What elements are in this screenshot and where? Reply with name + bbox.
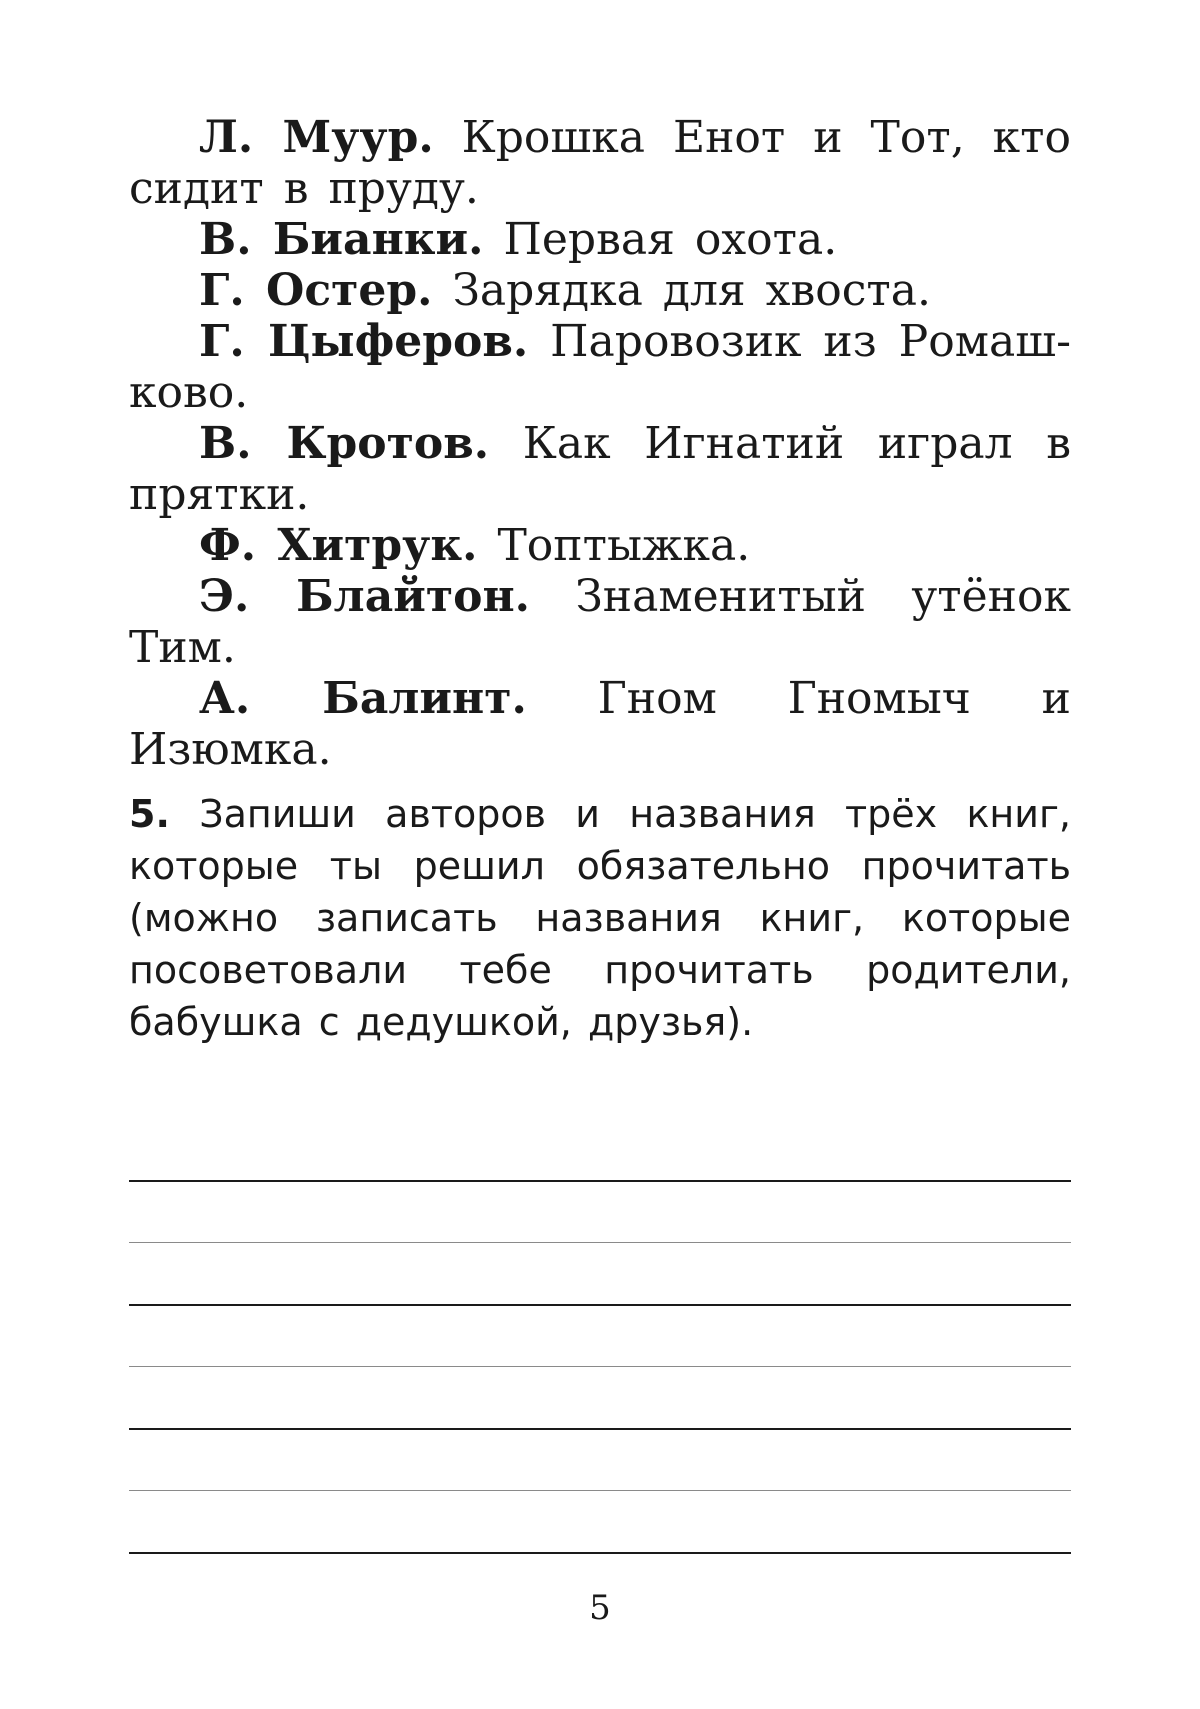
book-title: Топтыжка. xyxy=(497,520,751,571)
book-title: Первая охота. xyxy=(503,214,838,265)
writing-line[interactable] xyxy=(129,1304,1071,1306)
book-author: Г. Остер. xyxy=(199,265,433,316)
book-title: Крошка Енот и Тот, кто сидит в пруду. xyxy=(129,112,1071,214)
writing-guide-line xyxy=(129,1490,1071,1491)
book-author: А. Балинт. xyxy=(199,673,527,724)
task-5 xyxy=(129,788,1071,1048)
page-number: 5 xyxy=(589,1588,611,1628)
book-entry xyxy=(129,673,1071,775)
book-entry xyxy=(129,571,1071,673)
book-list xyxy=(129,112,1071,775)
book-title: Паровозик из Ромашково. xyxy=(129,316,1071,418)
book-entry xyxy=(129,418,1071,520)
book-title: Как Игнатий играл в прятки. xyxy=(129,418,1071,520)
book-author: В. Кротов. xyxy=(199,418,490,469)
writing-guide-line xyxy=(129,1242,1071,1243)
writing-line[interactable] xyxy=(129,1552,1071,1554)
book-author: Г. Цыферов. xyxy=(199,316,529,367)
book-entry xyxy=(129,214,1071,265)
task-text: Запиши авторов и названия трёх книг, которые ты решил обязательно прочитать (можно записать названия книг, которые посоветовали тебе прочитать родители, бабушка с дедушкой, друзья). xyxy=(129,792,1071,1044)
book-entry xyxy=(129,265,1071,316)
book-author: Э. Блайтон. xyxy=(199,571,530,622)
answer-lines[interactable] xyxy=(129,1180,1071,1560)
book-title: Знаменитый утёнок Тим. xyxy=(129,571,1071,673)
book-entry xyxy=(129,520,1071,571)
book-entry xyxy=(129,112,1071,214)
writing-line[interactable] xyxy=(129,1180,1071,1182)
writing-line[interactable] xyxy=(129,1428,1071,1430)
book-author: В. Бианки. xyxy=(199,214,484,265)
book-author: Л. Муур. xyxy=(199,112,434,163)
writing-guide-line xyxy=(129,1366,1071,1367)
book-title: Гном Гномыч и Изюмка. xyxy=(129,673,1071,775)
book-author: Ф. Хитрук. xyxy=(199,520,478,571)
book-entry xyxy=(129,316,1071,418)
task-number: 5. xyxy=(129,792,170,836)
book-title: Зарядка для хвоста. xyxy=(452,265,931,316)
